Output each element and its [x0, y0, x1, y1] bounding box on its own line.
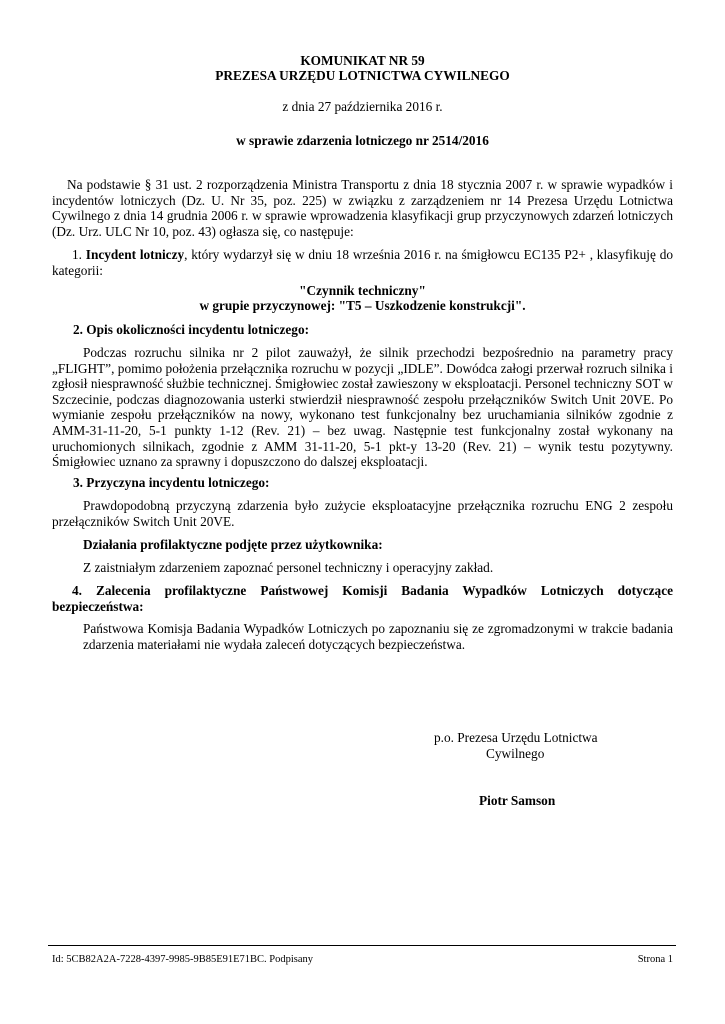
actions-paragraph: Z zaistniałym zdarzeniem zapoznać personel techniczny i operacyjny zakład.	[83, 560, 494, 575]
section-2-heading: 2. Opis okoliczności incydentu lotniczego:	[73, 322, 310, 337]
section-1-paragraph	[52, 247, 673, 278]
document-title-line2: PREZESA URZĘDU LOTNICTWA CYWILNEGO	[215, 68, 510, 83]
footer-page-number: Strona 1	[637, 954, 673, 965]
section-4-heading: 4. Zalecenia profilaktyczne Państwowej Komisji Badania Wypadków Lotniczych dotyczące bezpieczeństwa:	[52, 583, 673, 614]
section-2-paragraph: Podczas rozruchu silnika nr 2 pilot zauważył, że silnik przechodzi bezpośrednio na parametry pracy „FLIGHT”, pomimo położenia przełącznika rozruchu w pozycji „IDLE”. Dowódca załogi przerwał rozruch silnika i zgłosił niesprawność służbie technicznej. Śmigłowiec został zawieszony w eksploatacji. Personel techniczny SOT w Szczecinie, podczas diagnozowania usterki stwierdził niesprawność zespołu przełączników Switch Unit 20VE. Po wymianie zespołu przełączników na nowy, wykonano test funkcjonalny bez uruchamiania silników zgodnie z AMM-31-11-20, 5-1 punkty 1-12 (Rev. 21) – bez uwag. Następnie test funkcjonalny został wykonany na uruchomionych silnikach, zgodnie z AMM 31-11-20, 5-1 pkt-y 13-20 (Rev. 21) – wynik testu pozytywny. Śmigłowiec uznano za sprawny i dopuszczono do dalszej eksploatacji.	[52, 345, 673, 470]
signature-name: Piotr Samson	[479, 793, 556, 808]
section-4-paragraph: Państwowa Komisja Badania Wypadków Lotniczych po zapoznaniu się ze zgromadzonymi w trakcie badania zdarzenia materiałami nie wydała zaleceń dotyczących bezpieczeństwa.	[83, 621, 673, 652]
footer-divider	[48, 945, 676, 946]
section-1-number: 1.	[72, 247, 82, 262]
category-line1: "Czynnik techniczny"	[299, 283, 426, 298]
section-3-heading: 3. Przyczyna incydentu lotniczego:	[73, 475, 270, 490]
document-subject: w sprawie zdarzenia lotniczego nr 2514/2016	[236, 133, 489, 148]
category-line2: w grupie przyczynowej: "T5 – Uszkodzenie konstrukcji".	[199, 298, 526, 313]
section-1-label: Incydent lotniczy	[85, 247, 185, 262]
section-3-paragraph: Prawdopodobną przyczyną zdarzenia było zużycie eksploatacyjne przełącznika rozruchu ENG 2 zespołu przełączników Switch Unit 20VE.	[52, 498, 673, 529]
signature-title-line1: p.o. Prezesa Urzędu Lotnictwa	[434, 730, 598, 745]
intro-paragraph: Na podstawie § 31 ust. 2 rozporządzenia Ministra Transportu z dnia 18 stycznia 2007 r. w sprawie wypadków i incydentów lotniczych (Dz. U. Nr 35, poz. 225) w związku z zarządzeniem nr 14 Prezesa Urzędu Lotnictwa Cywilnego z dnia 14 grudnia 2006 r. w sprawie wprowadzenia klasyfikacji grup przyczynowych zdarzeń lotniczych (Dz. Urz. ULC Nr 10, poz. 43) ogłasza się, co następuje:	[52, 177, 673, 239]
document-title-line1: KOMUNIKAT NR 59	[300, 53, 425, 68]
footer-document-id: Id: 5CB82A2A-7228-4397-9985-9B85E91E71BC. Podpisany	[52, 954, 314, 965]
section-1-text: , który wydarzył się w dniu 18 września 2016 r. na śmigłowcu EC135 P2+ , klasyfikuję do kategorii:	[52, 247, 673, 278]
document-date: z dnia 27 października 2016 r.	[282, 99, 443, 114]
signature-title-line2: Cywilnego	[486, 746, 545, 761]
actions-heading: Działania profilaktyczne podjęte przez użytkownika:	[83, 537, 383, 552]
